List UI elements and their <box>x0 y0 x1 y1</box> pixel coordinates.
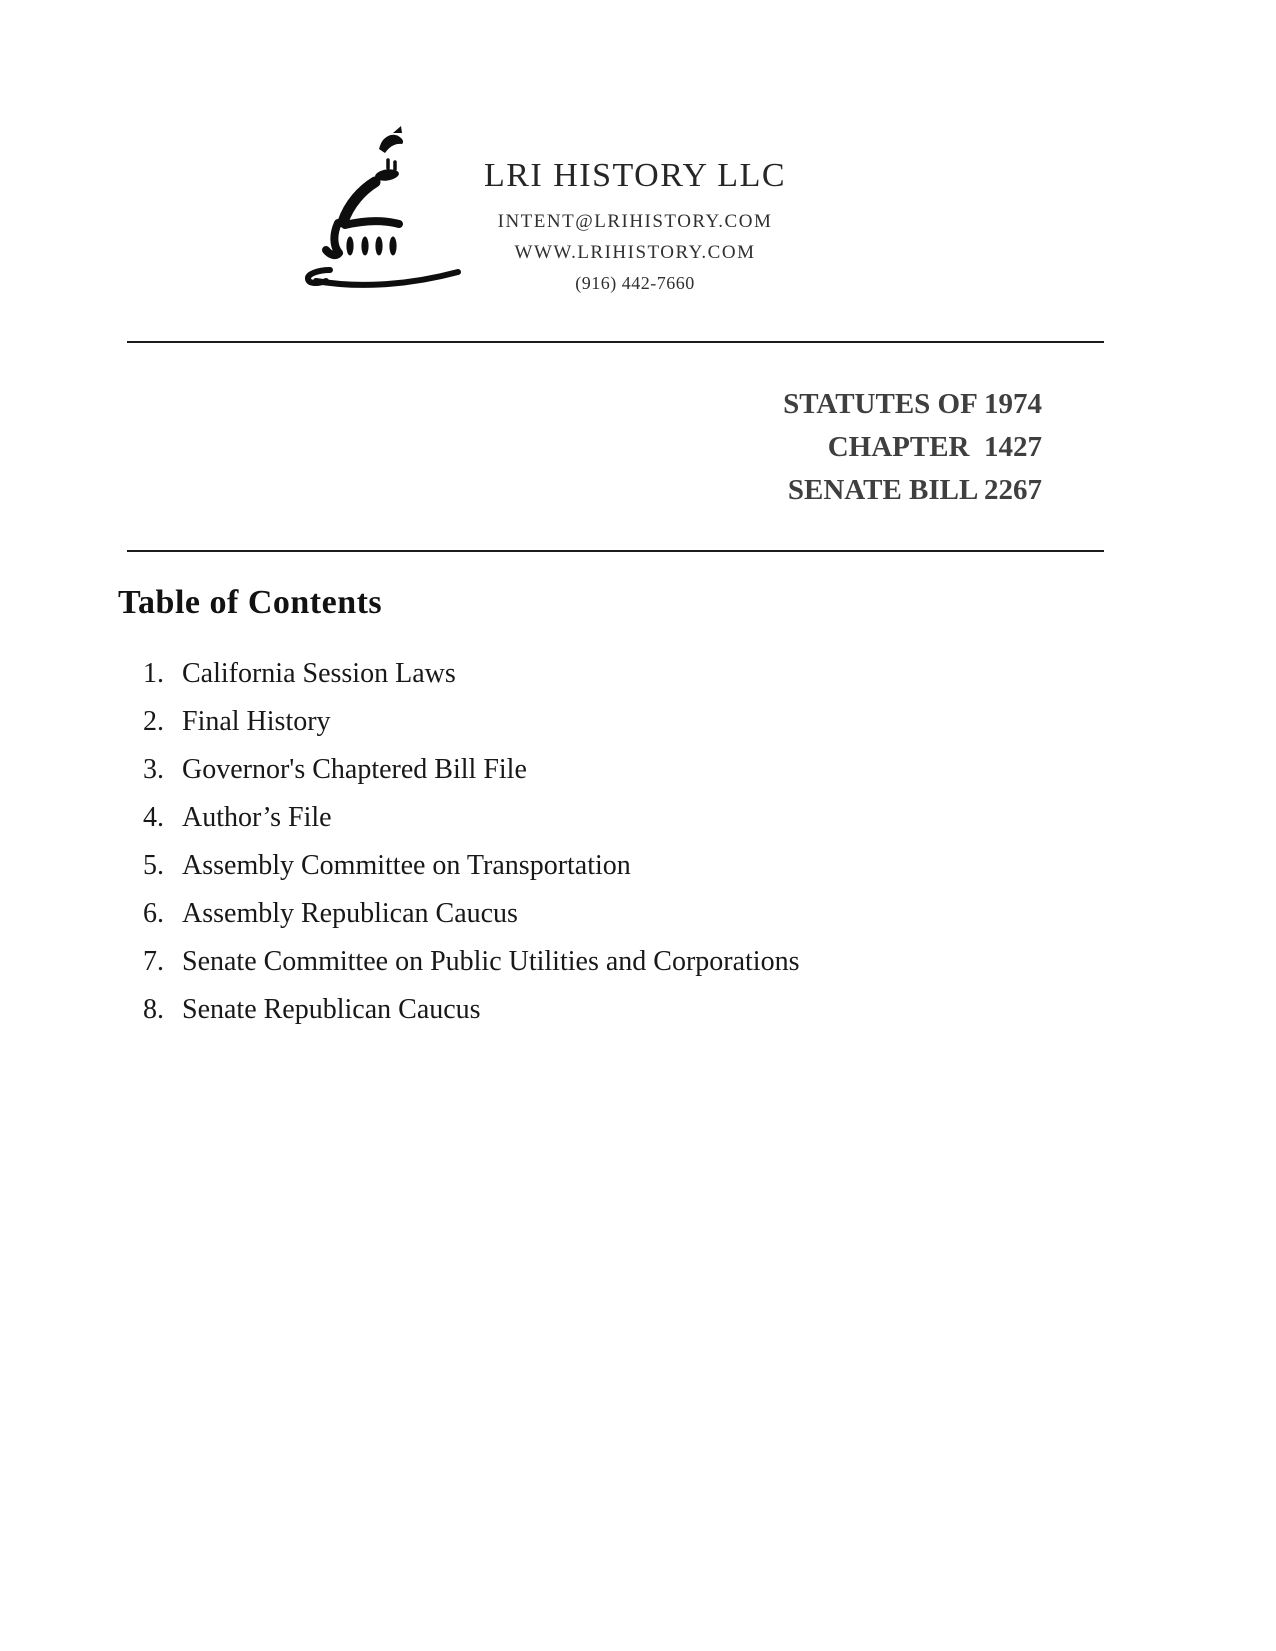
toc-item <box>143 650 799 698</box>
toc-item-number: 6. <box>143 898 164 929</box>
contact-lines <box>434 206 836 299</box>
company-name: LRI HISTORY LLC <box>483 157 787 194</box>
company-email: INTENT@LRIHISTORY.COM <box>497 211 773 232</box>
toc-item-number: 3. <box>143 754 164 785</box>
toc-item <box>143 938 799 986</box>
toc-item-label: Senate Committee on Public Utilities and Corporations <box>182 946 800 977</box>
company-phone: (916) 442-7660 <box>575 273 695 293</box>
toc-heading: Table of Contents <box>118 584 383 621</box>
toc-item-label: Governor's Chaptered Bill File <box>182 754 527 785</box>
toc-item <box>143 698 799 746</box>
divider-top <box>127 341 1104 343</box>
toc-item <box>143 986 799 1034</box>
toc-item <box>143 794 799 842</box>
toc-item-number: 2. <box>143 706 164 737</box>
senate-bill-line: SENATE BILL 2267 <box>787 474 1042 506</box>
toc-item-number: 7. <box>143 946 164 977</box>
toc-item-label: Senate Republican Caucus <box>182 994 481 1025</box>
toc-item <box>143 746 799 794</box>
toc-item-number: 8. <box>143 994 164 1025</box>
toc-item-number: 1. <box>143 658 164 689</box>
toc-item-label: Assembly Republican Caucus <box>182 898 518 929</box>
toc-item-label: California Session Laws <box>182 658 456 689</box>
toc-item-label: Assembly Committee on Transportation <box>182 850 631 881</box>
toc-item <box>143 842 799 890</box>
reference-block <box>783 383 1042 512</box>
toc-item-label: Final History <box>182 706 331 737</box>
toc-item <box>143 890 799 938</box>
toc-item-number: 5. <box>143 850 164 881</box>
divider-bottom <box>127 550 1104 552</box>
chapter-line: CHAPTER 1427 <box>827 431 1042 463</box>
toc-item-number: 4. <box>143 802 164 833</box>
statutes-line: STATUTES OF 1974 <box>783 388 1042 420</box>
letterhead <box>434 158 836 299</box>
toc-list <box>143 650 799 1034</box>
company-website: WWW.LRIHISTORY.COM <box>514 242 756 263</box>
toc-item-label: Author’s File <box>182 802 332 833</box>
